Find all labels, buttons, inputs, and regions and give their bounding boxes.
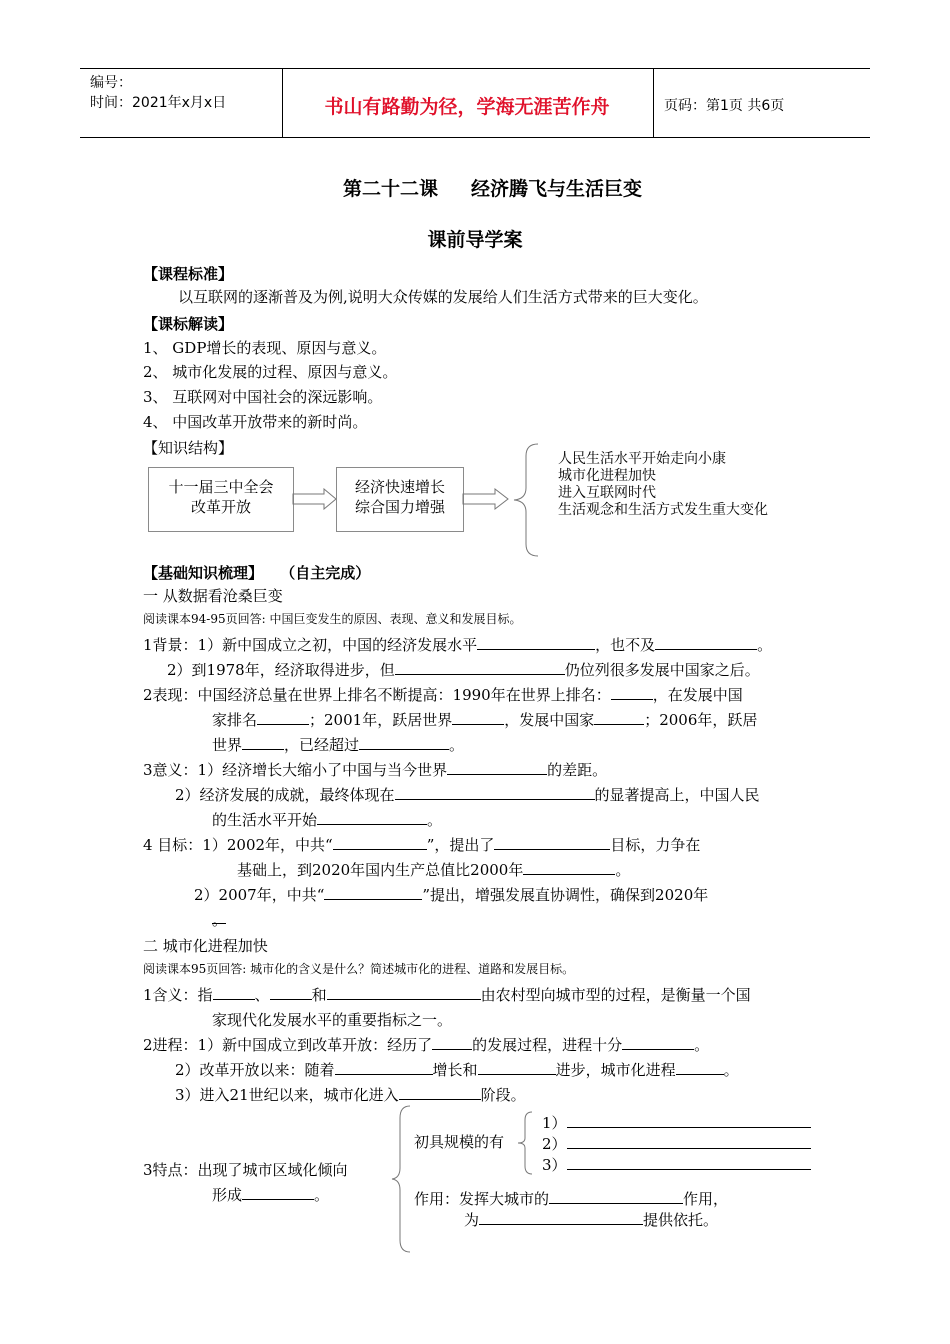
text: ”提出，增强发展直协调性，确保到2020年: [422, 886, 709, 904]
blank-field[interactable]: [523, 860, 615, 875]
section1-line: [143, 759, 607, 780]
section1-line: [143, 684, 743, 705]
blank-field[interactable]: [213, 985, 255, 1000]
text: 4 目标：1）2002年，中共“: [143, 836, 333, 854]
blank-field[interactable]: [478, 1060, 556, 1075]
text: 2进程：1）新中国成立到改革开放：经历了: [143, 1036, 433, 1054]
blank-field[interactable]: [452, 710, 504, 725]
section2-line: [212, 1184, 329, 1205]
standard-text: 以互联网的逐渐普及为例,说明大众传媒的发展给人们生活方式带来的巨大变化。: [178, 288, 708, 306]
text: 由农村型向城市型的过程，是衡量一个国: [480, 986, 751, 1004]
blank-field[interactable]: [494, 835, 610, 850]
text: 的生活水平开始: [212, 811, 318, 829]
text: 3）: [542, 1156, 567, 1174]
text: 2）到1978年，经济取得进步，但: [167, 661, 395, 679]
text: 基础上，到2020年国内生产总值比2000年: [237, 861, 524, 879]
blank-field[interactable]: [359, 735, 449, 750]
text: 。: [694, 1036, 710, 1054]
blank-field[interactable]: [567, 1134, 811, 1149]
blank-field[interactable]: [395, 660, 565, 675]
scale-label: 初具规模的有: [414, 1133, 505, 1151]
text: 1含义：指: [143, 986, 213, 1004]
text: 世界: [212, 736, 243, 754]
text: 2）2007年，中共“: [194, 886, 325, 904]
blank-field[interactable]: [242, 1185, 314, 1200]
text: 。: [757, 636, 773, 654]
brace-icon: [516, 1110, 534, 1176]
section1-guide: 阅读课本94-95页回答: 中国巨变发生的原因、表现、意义和发展目标。: [143, 612, 522, 626]
text: 。: [427, 811, 443, 829]
blank-field[interactable]: [549, 1189, 683, 1204]
text: 3）进入21世纪以来，城市化进入: [175, 1086, 399, 1104]
text: 和: [311, 986, 327, 1004]
text: 提供依托。: [643, 1211, 719, 1229]
structure-result: 城市化进程加快: [558, 468, 656, 484]
section1-line: [167, 659, 760, 680]
section1-line: [194, 884, 708, 905]
header-motto: 书山有路勤为径，学海无涯苦作舟: [324, 96, 610, 118]
section2-features: 3特点：出现了城市区域化倾向: [143, 1161, 348, 1179]
blank-field[interactable]: [327, 985, 481, 1000]
section2-line: 家现代化发展水平的重要指标之一。: [212, 1011, 453, 1029]
basics-heading: [143, 562, 370, 583]
structure-box-line: 经济快速增长: [354, 478, 445, 496]
text: 作用，: [683, 1190, 729, 1208]
text: 1）: [542, 1114, 567, 1132]
section2-line: [143, 1034, 709, 1055]
interpretation-item: 2、 城市化发展的过程、原因与意义。: [143, 363, 398, 381]
blank-field[interactable]: [333, 835, 427, 850]
structure-result: 人民生活水平开始走向小康: [558, 451, 726, 467]
brace-icon: [510, 442, 540, 558]
header-page-number: 页码：第1页 共6页: [664, 98, 785, 114]
text: 。: [723, 1061, 739, 1079]
blank-field[interactable]: [477, 635, 595, 650]
blank-field[interactable]: [567, 1155, 811, 1170]
text: 2）: [542, 1135, 567, 1153]
section2-line: [175, 1059, 739, 1080]
scale-item: [542, 1154, 811, 1175]
brace-icon: [390, 1104, 412, 1254]
text: ；2006年，跃居: [644, 711, 758, 729]
text: 3意义：1）经济增长大缩小了中国与当今世界: [143, 761, 448, 779]
header-divider: [653, 69, 654, 137]
section1-title: 一 从数据看沧桑巨变: [143, 587, 283, 605]
section1-line: [143, 834, 700, 855]
role-line: [414, 1188, 728, 1209]
interpretation-item: 3、 互联网对中国社会的深远影响。: [143, 388, 383, 406]
interpretation-item: 4、 中国改革开放带来的新时尚。: [143, 413, 368, 431]
text: 增长和: [432, 1061, 478, 1079]
blank-field[interactable]: [611, 685, 653, 700]
text: 。: [615, 861, 631, 879]
text: ，也不及: [595, 636, 656, 654]
section2-line: [143, 984, 751, 1005]
section1-line: [212, 709, 757, 730]
standard-heading: 【课程标准】: [143, 265, 234, 283]
blank-field[interactable]: [242, 735, 284, 750]
text: 、: [254, 986, 270, 1004]
role-line: [464, 1209, 718, 1230]
blank-field[interactable]: [676, 1060, 724, 1075]
section1-line: [212, 909, 226, 929]
structure-box-growth: [336, 467, 464, 532]
text: 1背景：1）新中国成立之初，中国的经济发展水平: [143, 636, 478, 654]
blank-field[interactable]: [479, 1210, 643, 1225]
section2-guide: 阅读课本95页回答: 城市化的含义是什么？简述城市化的进程、道路和发展目标。: [143, 962, 575, 976]
blank-field[interactable]: [594, 710, 644, 725]
structure-box-line: 十一届三中全会: [168, 478, 274, 496]
blank-field[interactable]: [317, 810, 427, 825]
basics-heading-text: 【基础知识梳理】: [143, 564, 264, 582]
text: 的显著提高上，中国人民: [594, 786, 760, 804]
blank-field[interactable]: [447, 760, 547, 775]
page-title: 第二十二课 经济腾飞与生活巨变: [342, 178, 643, 200]
blank-field[interactable]: [655, 635, 757, 650]
structure-heading: 【知识结构】: [143, 439, 234, 457]
text: 仍位列很多发展中国家之后。: [564, 661, 760, 679]
blank-field[interactable]: [270, 985, 312, 1000]
arrow-right-icon: [462, 488, 510, 510]
text: 2表现：中国经济总量在世界上排名不断提高：1990年在世界上排名：: [143, 686, 611, 704]
header-number: 编号：: [90, 75, 132, 91]
text: 。: [314, 1186, 330, 1204]
section1-line: [143, 634, 772, 655]
section1-line: [175, 784, 760, 805]
text: 2）改革开放以来：随着: [175, 1061, 335, 1079]
text: 形成: [212, 1186, 243, 1204]
blank-field[interactable]: [335, 1060, 433, 1075]
text: 2）经济发展的成就，最终体现在: [175, 786, 395, 804]
scale-item: [542, 1112, 811, 1133]
blank-field[interactable]: [257, 710, 309, 725]
interpretation-heading: 【课标解读】: [143, 315, 234, 333]
page-subtitle: 课前导学案: [427, 229, 523, 251]
blank-field[interactable]: [622, 1035, 694, 1050]
basics-note: （自主完成）: [280, 564, 371, 582]
text: ，已经超过: [284, 736, 360, 754]
arrow-right-icon: [292, 488, 338, 510]
section1-line: [212, 809, 442, 830]
text: 。: [449, 736, 465, 754]
text: 的发展过程，进程十分: [472, 1036, 623, 1054]
interpretation-item: 1、 GDP增长的表现、原因与意义。: [143, 339, 387, 357]
structure-box-line: 改革开放: [190, 498, 251, 516]
header-date: 时间：2021年x月x日: [90, 95, 227, 111]
text: 目标，力争在: [610, 836, 701, 854]
structure-result: 生活观念和生活方式发生重大变化: [558, 502, 768, 518]
blank-field[interactable]: [432, 1035, 472, 1050]
text: 阶段。: [480, 1086, 526, 1104]
structure-box-line: 综合国力增强: [354, 498, 445, 516]
blank-field[interactable]: [395, 785, 595, 800]
scale-item: [542, 1133, 811, 1154]
text: 为: [464, 1211, 480, 1229]
text: ，在发展中国: [652, 686, 743, 704]
structure-result: 进入互联网时代: [558, 485, 656, 501]
text: 家排名: [212, 711, 258, 729]
text: ；2001年，跃居世界: [309, 711, 453, 729]
blank-field[interactable]: [399, 1085, 481, 1100]
structure-results: [558, 451, 768, 519]
section1-line: [212, 734, 464, 755]
blank-field[interactable]: [324, 885, 422, 900]
text: ，发展中国家: [504, 711, 595, 729]
section2-title: 二 城市化进程加快: [143, 937, 268, 955]
text: 。: [212, 911, 228, 929]
text: 作用：发挥大城市的: [414, 1190, 550, 1208]
section2-line: [175, 1084, 526, 1105]
text: 的差距。: [547, 761, 608, 779]
blank-field[interactable]: [212, 909, 228, 929]
blank-field[interactable]: [567, 1113, 811, 1128]
text: 进步，城市化进程: [555, 1061, 676, 1079]
structure-box-reform: [148, 467, 294, 532]
section1-line: [237, 859, 630, 880]
text: ”，提出了: [426, 836, 495, 854]
